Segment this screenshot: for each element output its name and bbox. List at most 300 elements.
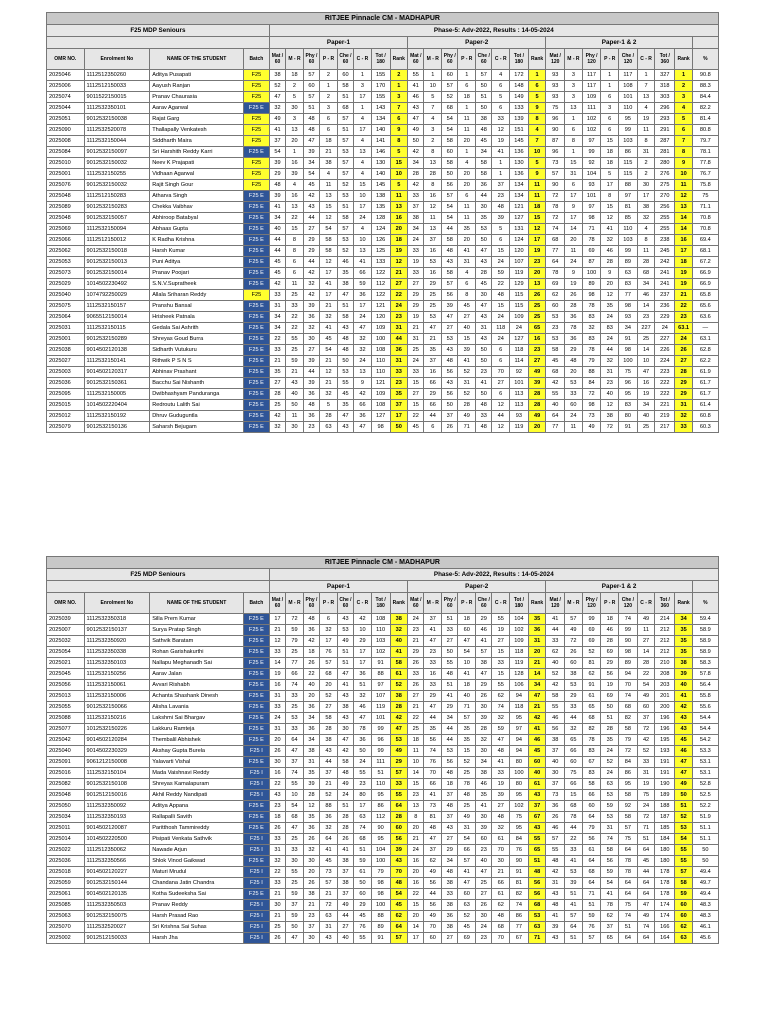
table-cell: Pisipati Venkata Sathvik: [150, 834, 244, 845]
table-cell: F25: [244, 92, 270, 103]
table-cell: 60: [582, 801, 601, 812]
table-cell: 55: [546, 389, 565, 400]
table-cell: Sidharth Vutukuru: [150, 345, 244, 356]
table-cell: 42: [408, 180, 424, 191]
table-cell: 58: [476, 169, 492, 180]
table-cell: 6: [458, 81, 476, 92]
table-cell: 25: [528, 301, 546, 312]
table-cell: 80: [510, 757, 529, 768]
table-cell: 17: [354, 202, 372, 213]
table-cell: 13: [424, 158, 442, 169]
table-cell: 9012532150361: [84, 378, 150, 389]
table-cell: 20: [408, 867, 424, 878]
table-cell: 2025042: [47, 735, 85, 746]
table-cell: 32: [320, 312, 338, 323]
table-cell: 77: [546, 246, 565, 257]
table-cell: 145: [510, 136, 529, 147]
table-cell: 27: [458, 312, 476, 323]
table-cell: 26: [565, 290, 583, 301]
table-cell: 38: [408, 213, 424, 224]
column-header: M - R: [565, 49, 583, 70]
table-cell: 71.1: [692, 202, 718, 213]
table-cell: 16: [424, 367, 442, 378]
column-header: Mat / 120: [546, 593, 565, 614]
table-cell: 49.7: [692, 878, 718, 889]
table-cell: Gedala Sai Ashrith: [150, 323, 244, 334]
table-cell: 60: [476, 834, 492, 845]
table-cell: 43: [337, 323, 353, 334]
table-cell: 74: [286, 680, 304, 691]
table-cell: 23: [546, 323, 565, 334]
table-cell: 49: [528, 367, 546, 378]
table-cell: Rajat Garg: [150, 114, 244, 125]
table-cell: 6: [320, 114, 338, 125]
table-cell: F25 E: [244, 658, 270, 669]
table-cell: 32: [582, 323, 601, 334]
table-cell: 14: [675, 213, 693, 224]
table-cell: 2025001: [47, 169, 85, 180]
table-cell: 85: [619, 213, 638, 224]
table-cell: 104: [582, 169, 601, 180]
table-cell: 89: [582, 279, 601, 290]
table-row: [47, 301, 719, 312]
table-cell: 33: [269, 290, 285, 301]
table-cell: 1: [286, 147, 304, 158]
table-cell: 32: [269, 422, 285, 433]
table-cell: 53: [442, 746, 458, 757]
table-cell: 55: [390, 790, 408, 801]
table-cell: 33: [492, 658, 510, 669]
table-cell: 52: [269, 81, 285, 92]
table-cell: 12: [601, 213, 619, 224]
column-header: Che / 60: [337, 593, 353, 614]
table-cell: 121: [510, 202, 529, 213]
table-cell: 93: [546, 92, 565, 103]
table-cell: 36: [303, 702, 319, 713]
table-cell: 47: [637, 367, 655, 378]
table-cell: 83: [619, 400, 638, 411]
table-cell: Harsh Prasad Rao: [150, 911, 244, 922]
table-cell: F25 E: [244, 147, 270, 158]
table-cell: 57: [582, 933, 601, 944]
table-cell: 33: [565, 845, 583, 856]
table-cell: 5: [390, 147, 408, 158]
table-row: [47, 900, 719, 911]
table-cell: 138: [371, 191, 390, 202]
table-cell: 28: [637, 257, 655, 268]
table-cell: 188: [655, 801, 675, 812]
table-cell: 9: [601, 268, 619, 279]
table-cell: Thallapally Venkatesh: [150, 125, 244, 136]
table-cell: 33: [269, 878, 285, 889]
table-row: [47, 290, 719, 301]
table-cell: 21: [269, 625, 285, 636]
column-header: Mat / 60: [408, 49, 424, 70]
table-cell: 7: [424, 103, 442, 114]
table-cell: 22: [303, 669, 319, 680]
table-cell: 48: [546, 900, 565, 911]
group-paper-1: Paper-1: [269, 37, 407, 49]
table-cell: Rithwik P S N S: [150, 356, 244, 367]
table-cell: 196: [655, 724, 675, 735]
table-cell: 9014502120087: [84, 823, 150, 834]
table-cell: 14: [528, 669, 546, 680]
table-cell: 92: [510, 367, 529, 378]
table-cell: 33: [286, 845, 304, 856]
table-cell: 42: [390, 713, 408, 724]
table-cell: 2025029: [47, 279, 85, 290]
table-cell: 1: [390, 81, 408, 92]
table-cell: 98: [619, 647, 638, 658]
table-cell: 87: [546, 136, 565, 147]
table-cell: 48: [390, 878, 408, 889]
table-cell: 12: [320, 367, 338, 378]
table-cell: 1112532350566: [84, 856, 150, 867]
table-cell: 9012512150033: [84, 933, 150, 944]
table-cell: 59: [675, 889, 693, 900]
table-cell: F25: [244, 70, 270, 81]
table-cell: 63: [528, 922, 546, 933]
column-header: Rank: [675, 593, 693, 614]
table-cell: 119: [510, 658, 529, 669]
table-cell: 98: [582, 400, 601, 411]
table-cell: 60: [442, 147, 458, 158]
column-header: Rank: [390, 49, 408, 70]
table-cell: 2025054: [47, 647, 85, 658]
table-cell: 74: [424, 746, 442, 757]
table-cell: 50: [476, 81, 492, 92]
table-cell: 44: [424, 713, 442, 724]
table-cell: 8: [565, 136, 583, 147]
table-cell: 36: [390, 345, 408, 356]
table-cell: 120: [510, 246, 529, 257]
table-cell: 70.8: [692, 213, 718, 224]
table-cell: 44: [303, 213, 319, 224]
table-cell: 40: [637, 411, 655, 422]
table-cell: 35: [476, 790, 492, 801]
table-cell: 27: [303, 224, 319, 235]
table-cell: 303: [655, 92, 675, 103]
table-cell: 32: [354, 691, 372, 702]
table-cell: 33: [442, 625, 458, 636]
table-cell: 1014502230492: [84, 279, 150, 290]
table-cell: 49: [458, 411, 476, 422]
table-cell: 5: [424, 92, 442, 103]
table-cell: 178: [655, 867, 675, 878]
table-cell: Akhil Reddy Nandipati: [150, 790, 244, 801]
table-cell: 23: [528, 257, 546, 268]
table-cell: 64: [582, 812, 601, 823]
table-cell: 21: [528, 658, 546, 669]
table-cell: 54: [320, 345, 338, 356]
table-cell: 6: [492, 356, 510, 367]
table-cell: 39: [476, 713, 492, 724]
table-cell: 31: [320, 922, 338, 933]
table-cell: 58: [390, 658, 408, 669]
table-cell: 27: [442, 834, 458, 845]
table-cell: 30: [303, 334, 319, 345]
table-cell: 51: [337, 92, 353, 103]
table-cell: 20: [528, 647, 546, 658]
table-cell: 40: [546, 400, 565, 411]
table-cell: 77: [546, 422, 565, 433]
group-paper-1: Paper-1: [269, 581, 407, 593]
table-cell: 219: [655, 411, 675, 422]
table-cell: 3: [565, 70, 583, 81]
table-cell: 37: [424, 235, 442, 246]
table-cell: 25: [286, 345, 304, 356]
table-cell: 52: [390, 680, 408, 691]
table-cell: 72: [546, 213, 565, 224]
table-cell: 51: [637, 834, 655, 845]
table-cell: 20: [458, 180, 476, 191]
table-cell: 39: [269, 158, 285, 169]
table-cell: 78: [546, 202, 565, 213]
table-cell: 95: [371, 834, 390, 845]
table-cell: 97: [582, 136, 601, 147]
table-cell: 27: [637, 636, 655, 647]
group-spacer: [692, 581, 718, 593]
table-cell: 20: [458, 235, 476, 246]
table-cell: 26: [565, 647, 583, 658]
table-cell: 28: [637, 658, 655, 669]
table-cell: 33: [286, 724, 304, 735]
table-cell: 111: [582, 103, 601, 114]
table-cell: 20: [303, 691, 319, 702]
table-cell: 78: [601, 900, 619, 911]
table-cell: 1112532350920: [84, 636, 150, 647]
table-cell: 22: [675, 301, 693, 312]
table-cell: 54.4: [692, 724, 718, 735]
table-cell: 13: [528, 279, 546, 290]
table-cell: 39: [565, 878, 583, 889]
table-cell: 38: [546, 735, 565, 746]
table-cell: 56: [528, 878, 546, 889]
table-cell: 63: [320, 911, 338, 922]
table-cell: 1012532150226: [84, 724, 150, 735]
table-cell: 70: [492, 933, 510, 944]
table-cell: 50: [354, 878, 372, 889]
table-row: [47, 702, 719, 713]
table-row: [47, 114, 719, 125]
table-cell: 34: [476, 147, 492, 158]
table-cell: 12: [492, 422, 510, 433]
table-row: [47, 356, 719, 367]
table-cell: 48: [528, 867, 546, 878]
table-cell: 78: [565, 323, 583, 334]
table-cell: 41: [458, 867, 476, 878]
table-cell: 17: [320, 636, 338, 647]
table-cell: 90: [510, 856, 529, 867]
table-cell: 19: [565, 279, 583, 290]
table-cell: 41: [476, 378, 492, 389]
table-row: [47, 845, 719, 856]
table-cell: 36: [303, 625, 319, 636]
table-cell: 55: [546, 702, 565, 713]
table-cell: 25: [458, 801, 476, 812]
table-cell: 58: [337, 81, 353, 92]
table-cell: 114: [510, 356, 529, 367]
table-cell: 1112532150005: [84, 389, 150, 400]
table-cell: 41: [528, 724, 546, 735]
table-row: [47, 834, 719, 845]
table-cell: 35: [337, 400, 353, 411]
table-cell: 130: [510, 158, 529, 169]
table-cell: 296: [655, 103, 675, 114]
table-cell: 58: [320, 235, 338, 246]
table-cell: F25 E: [244, 823, 270, 834]
table-cell: 2025059: [47, 878, 85, 889]
table-cell: 1: [458, 147, 476, 158]
table-cell: 23: [269, 801, 285, 812]
table-cell: 12: [303, 801, 319, 812]
table-cell: 33: [269, 647, 285, 658]
table-cell: 2025012: [47, 411, 85, 422]
table-cell: 34: [528, 680, 546, 691]
table-cell: 2025050: [47, 801, 85, 812]
table-cell: 47: [442, 312, 458, 323]
table-cell: 75: [637, 790, 655, 801]
table-cell: 78: [582, 301, 601, 312]
table-cell: 61: [582, 691, 601, 702]
table-cell: 68: [582, 867, 601, 878]
table-cell: 78: [582, 735, 601, 746]
table-row: [47, 224, 719, 235]
table-cell: 48: [337, 768, 353, 779]
table-cell: 33: [286, 691, 304, 702]
table-cell: 25: [269, 400, 285, 411]
table-cell: 23: [408, 790, 424, 801]
table-cell: 78: [565, 812, 583, 823]
table-cell: 31: [546, 878, 565, 889]
table-cell: 66: [565, 746, 583, 757]
table-cell: 48: [303, 400, 319, 411]
table-cell: 31: [675, 400, 693, 411]
table-cell: 41: [320, 323, 338, 334]
table-cell: Achanta Shashank Dinesh: [150, 691, 244, 702]
column-header: C - R: [354, 593, 372, 614]
table-cell: 27: [492, 378, 510, 389]
table-cell: 1: [675, 70, 693, 81]
table-cell: 76: [510, 845, 529, 856]
table-cell: 42: [337, 746, 353, 757]
table-cell: 91: [510, 867, 529, 878]
table-cell: Rohan Garishakurthi: [150, 647, 244, 658]
table-cell: 2025027: [47, 356, 85, 367]
table-cell: 108: [371, 400, 390, 411]
table-cell: 38: [476, 768, 492, 779]
table-cell: 54: [442, 213, 458, 224]
table-cell: 47: [492, 735, 510, 746]
table-cell: 22: [565, 834, 583, 845]
table-cell: 43: [476, 312, 492, 323]
table-cell: 28: [528, 400, 546, 411]
table-cell: 45: [320, 334, 338, 345]
table-cell: 55: [286, 867, 304, 878]
table-cell: 39: [303, 378, 319, 389]
table-cell: 122: [371, 290, 390, 301]
table-cell: 49: [565, 625, 583, 636]
table-cell: 74: [546, 224, 565, 235]
table-cell: Pranav Chaurasia: [150, 92, 244, 103]
table-cell: 2025039: [47, 614, 85, 625]
table-cell: 130: [371, 158, 390, 169]
table-cell: 13: [637, 92, 655, 103]
table-cell: 41: [546, 911, 565, 922]
table-cell: 48: [476, 422, 492, 433]
table-cell: 6: [601, 114, 619, 125]
table-cell: 97: [510, 724, 529, 735]
table-cell: 15: [408, 900, 424, 911]
table-cell: 2025008: [47, 136, 85, 147]
table-cell: 72: [601, 422, 619, 433]
table-cell: 30: [476, 702, 492, 713]
table-cell: 25: [286, 702, 304, 713]
table-cell: 99: [371, 746, 390, 757]
column-header: Enrolment No: [84, 49, 150, 70]
table-cell: 72: [320, 900, 338, 911]
table-cell: 78.1: [692, 147, 718, 158]
table-cell: F25 E: [244, 301, 270, 312]
table-cell: 118: [510, 702, 529, 713]
table-cell: 83: [582, 746, 601, 757]
table-cell: 34: [476, 757, 492, 768]
table-cell: 13: [390, 202, 408, 213]
table-cell: 1: [565, 147, 583, 158]
table-cell: 119: [510, 268, 529, 279]
table-row: [47, 158, 719, 169]
table-cell: 27: [408, 389, 424, 400]
table-cell: 25: [528, 312, 546, 323]
table-cell: 2: [675, 81, 693, 92]
table-cell: 18: [286, 70, 304, 81]
table-cell: 47: [476, 867, 492, 878]
table-cell: 3: [354, 81, 372, 92]
table-cell: 1112532150255: [84, 169, 150, 180]
table-cell: F25 E: [244, 246, 270, 257]
table-cell: 101: [510, 378, 529, 389]
table-cell: Shlok Vinod Gaikwad: [150, 856, 244, 867]
table-cell: 38: [320, 158, 338, 169]
table-cell: 62: [424, 856, 442, 867]
table-cell: 47: [286, 933, 304, 944]
table-cell: 48: [303, 114, 319, 125]
table-cell: 65.8: [692, 290, 718, 301]
table-cell: 54: [390, 889, 408, 900]
table-cell: 61: [354, 867, 372, 878]
table-cell: 47: [354, 422, 372, 433]
table-cell: 38: [337, 279, 353, 290]
table-cell: 35: [424, 345, 442, 356]
table-cell: 62: [390, 911, 408, 922]
table-cell: 10: [675, 169, 693, 180]
table-cell: 44: [565, 823, 583, 834]
table-cell: 140: [371, 169, 390, 180]
table-cell: 2025032: [47, 636, 85, 647]
table-cell: 241: [655, 268, 675, 279]
table-cell: 75: [692, 191, 718, 202]
table-cell: 29: [442, 702, 458, 713]
table-cell: 24: [408, 845, 424, 856]
table-cell: 54: [442, 125, 458, 136]
table-cell: 96: [546, 114, 565, 125]
table-cell: 25: [424, 301, 442, 312]
table-cell: F25 I: [244, 768, 270, 779]
table-cell: 56: [601, 856, 619, 867]
table-cell: 64: [565, 922, 583, 933]
table-cell: 26: [337, 834, 353, 845]
table-cell: 21: [390, 268, 408, 279]
